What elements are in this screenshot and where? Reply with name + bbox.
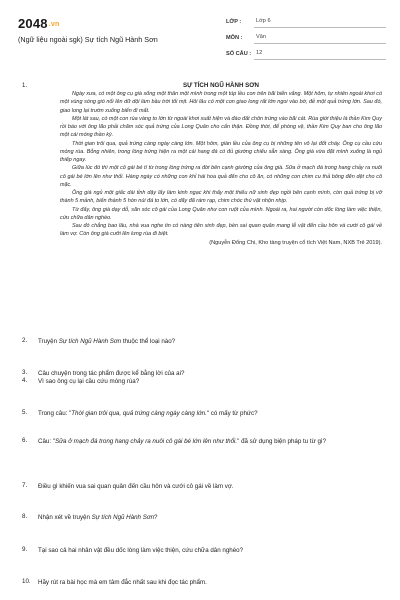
meta-row-class bbox=[226, 12, 386, 28]
passage-paragraph: Ngày xưa, có một ông cụ già sống một thân một mình trong một túp lều con trên bãi biển vắng. Một hôm, tự nhiên ngoài khơi có một vùng sóng gió nổi lên dữ dội làm bầu trời tối mịt. Hôi lâu có một con giao long rất lớn ngoi vào bờ, đẻ một quả trứng lớn. Sau đó, giao long lại trườn xuống biển đi mất. bbox=[60, 91, 382, 114]
passage-title: SỰ TÍCH NGŨ HÀNH SƠN bbox=[182, 82, 260, 89]
question-text: Câu: "Sữa ở mạch đá trong hang chảy ra nuôi cô gái bé lớn lên như thổi." đã sử dụng biện pháp tu từ gì? bbox=[38, 438, 327, 445]
question-number: 2. bbox=[22, 337, 28, 344]
passage-source: (Nguyễn Đổng Chi, Kho tàng truyện cổ tích Việt Nam, NXB Trẻ 2019). bbox=[209, 239, 382, 246]
meta-panel bbox=[226, 12, 386, 60]
question-number: 6. bbox=[22, 437, 28, 444]
reading-passage bbox=[60, 82, 382, 247]
logo-suffix: .vn bbox=[48, 21, 60, 28]
question-item bbox=[22, 546, 384, 555]
passage-paragraph: Một lát sau, có một con rùa vàng to lớn từ ngoài khơi xuất hiện và đào đất chôn trứng vào bãi cát. Rùa giới thiệu là thần Kim Quy rồi báo với ông lão phải chăm sóc quả trứng của Long Quân cho cẩn thận. Đồng thời, để phòng vệ, thần Kim Quy ban cho ông lão một cái móng thần kỳ. bbox=[60, 115, 382, 139]
meta-row-subject bbox=[226, 28, 386, 44]
passage-paragraph: Thời gian trôi qua, quả trứng càng ngày càng lớn. Một hôm, giàn lều của ông cụ bị những tên vô lại đốt cháy. Ông cụ cầu cứu móng rùa. Bỗng nhiên, trong lòng trứng hiện ra một cái hang đá có đủ giường chiếu sẵn sàng. Ông già vừa đặt mình xuống là ngủ thiếp ngay. bbox=[60, 140, 382, 163]
meta-value: Văn bbox=[254, 34, 386, 44]
meta-label: MÔN : bbox=[226, 35, 243, 41]
question-item bbox=[22, 482, 384, 491]
question-text: Điều gì khiến vua sai quan quân đến cầu hôn và cưới cô gái về làm vợ. bbox=[38, 483, 234, 490]
question-text: Nhận xét về truyện Sự tích Ngũ Hành Sơn? bbox=[38, 514, 158, 521]
question-text: Hãy rút ra bài học mà em tâm đắc nhất sau khi đọc tác phẩm. bbox=[38, 579, 207, 586]
passage-paragraph: Sau đó chẳng bao lâu, nhà vua nghe tin có nàng tiên xinh đẹp, bèn sai quan quân mang lễ vật đến cầu hôn và cưới cô gái về làm vợ. Còn ông già cưỡi lên lưng rùa đi biệt. bbox=[60, 223, 382, 238]
question-item bbox=[22, 578, 384, 587]
question-item bbox=[22, 409, 384, 418]
site-logo[interactable] bbox=[18, 16, 59, 31]
logo-number: 2048 bbox=[18, 16, 48, 31]
question-item bbox=[22, 337, 384, 346]
passage-paragraph: Ông già ngủ một giấc dài tỉnh dậy lấy làm kinh ngạc khi thấy một thiếu nữ xinh đẹp ngồi bên cạnh mình, còn quả trứng bị vỡ thành 5 mảnh, biến thành 5 hòn núi đá to lớn, có dãy đã rám rạp, chim chóc thú vật nhộn nhịp. bbox=[60, 190, 382, 205]
meta-label: SỐ CÂU : bbox=[226, 51, 252, 57]
question-text: Trong câu: "Thời gian trôi qua, quả trứng càng ngày càng lớn." có mấy từ phức? bbox=[38, 410, 258, 417]
question-number: 7. bbox=[22, 482, 28, 489]
question-number: 9. bbox=[22, 546, 28, 553]
question-item bbox=[22, 437, 384, 446]
question-text: Câu chuyện trong tác phẩm được kể bằng lời của ai? bbox=[38, 370, 185, 377]
question-number: 4. bbox=[22, 377, 28, 384]
question-number: 1. bbox=[22, 83, 28, 89]
question-number: 5. bbox=[22, 409, 28, 416]
question-item bbox=[22, 377, 384, 386]
document-title: (Ngữ liệu ngoài sgk) Sự tích Ngũ Hành Sơn bbox=[18, 35, 158, 44]
question-item bbox=[22, 513, 384, 522]
meta-value: 12 bbox=[254, 50, 386, 60]
meta-row-count bbox=[226, 44, 386, 60]
question-number: 8. bbox=[22, 513, 28, 520]
passage-paragraph: Giữa lúc đó thì một cô gái bé tí từ trong lòng trứng ra đời bên cạnh giường của ông già. Sữa ở mạch đá trong hang chảy ra nuôi cô gái bé lớn lên như thổi. Hàng ngày có những con khỉ hái hoa quả đến cho cô ăn, có những con chim cu thả bông đến dệt cho cô mặc. bbox=[60, 165, 382, 188]
question-text: Tại sao cả hai nhân vật đều dốc lòng làm việc thiện, cứu chữa dân nghèo? bbox=[38, 547, 244, 554]
question-text: Vì sao ông cụ lại cầu cứu móng rùa? bbox=[38, 378, 140, 385]
question-text: Truyện Sự tích Ngũ Hành Sơn thuộc thể loại nào? bbox=[38, 338, 176, 345]
meta-value: Lớp 6 bbox=[254, 18, 386, 28]
question-number: 10. bbox=[22, 578, 31, 585]
meta-label: LỚP : bbox=[226, 19, 242, 25]
passage-paragraph: Từ đấy, ông già dạy dỗ, săn sóc cô gái của Long Quân như con ruột của mình. Ngoài ra, hai người còn dốc lòng làm việc thiện, cứu chữa dân nghèo. bbox=[60, 206, 382, 221]
question-number: 3. bbox=[22, 369, 28, 376]
